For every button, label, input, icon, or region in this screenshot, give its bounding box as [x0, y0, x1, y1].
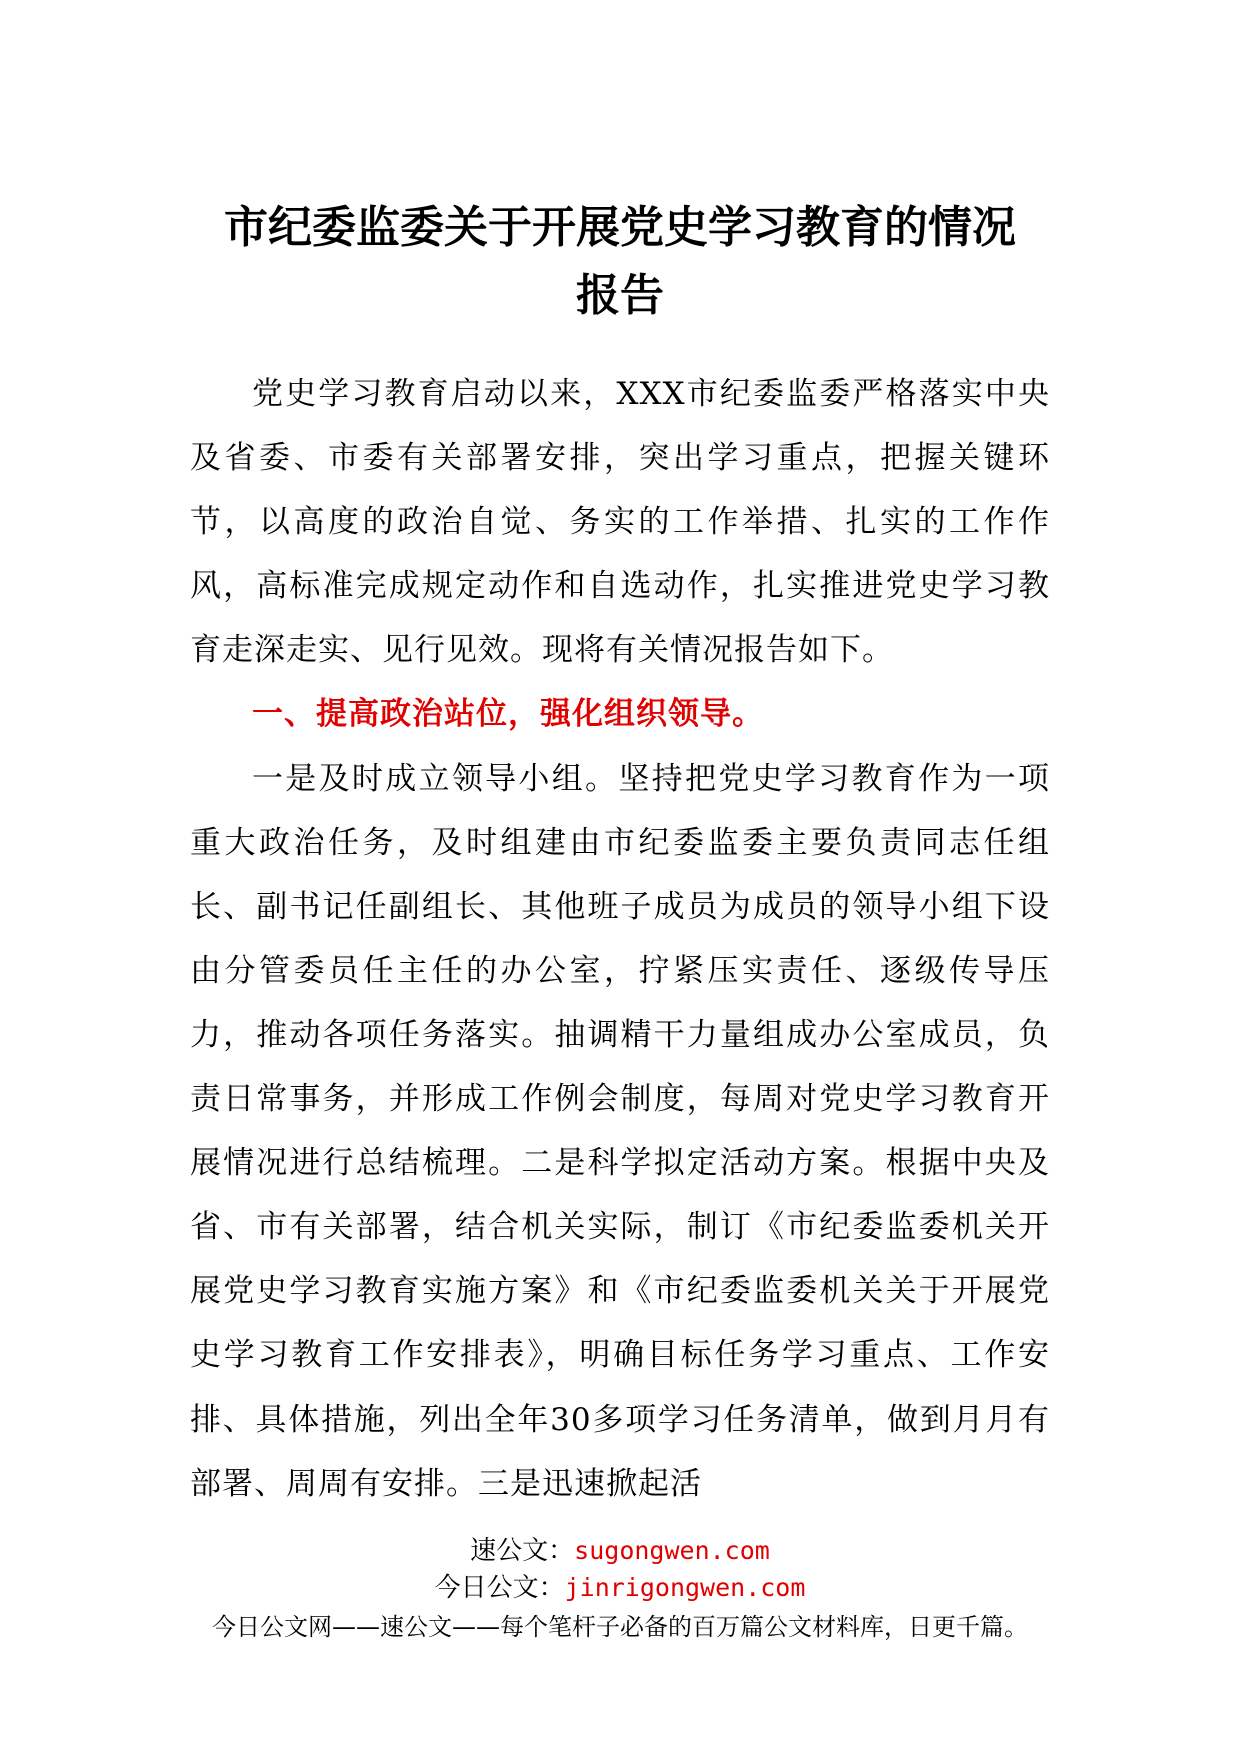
document-title-line-1: 市纪委监委关于开展党史学习教育的情况: [224, 202, 1016, 253]
body-paragraph: 一是及时成立领导小组。坚持把党史学习教育作为一项重大政治任务，及时组建由市纪委监委主要负责同志任组长、副书记任副组长、其他班子成员为成员的领导小组下设由分管委员任主任的办公室，拧紧压实责任、逐级传导压力，推动各项任务落实。抽调精干力量组成办公室成员，负责日常事务，并形成工作例会制度，每周对党史学习教育开展情况进行总结梳理。二是科学拟定活动方案。根据中央及省、市有关部署，结合机关实际，制订《市纪委监委机关开展党史学习教育实施方案》和《市纪委监委机关关于开展党史学习教育工作安排表》，明确目标任务学习重点、工作安排、具体措施，列出全年30多项学习任务清单，做到月月有部署、周周有安排。三是迅速掀起活: [190, 760, 1050, 1502]
footer-link-sugongwen[interactable]: sugongwen.com: [574, 1536, 770, 1565]
footer-jinrigongwen: [0, 1570, 1240, 1606]
footer-label-jinrigongwen: 今日公文：: [434, 1573, 565, 1603]
document-title-line-2: 报告: [576, 270, 664, 321]
intro-paragraph: 党史学习教育启动以来，XXX市纪委监委严格落实中央及省委、市委有关部署安排，突出学习重点，把握关键环节，以高度的政治自觉、务实的工作举措、扎实的工作作风，高标准完成规定动作和自选动作，扎实推进党史学习教育走深走实、见行见效。现将有关情况报告如下。: [190, 376, 1050, 669]
section-heading: 一、提高政治站位，强化组织领导。: [252, 696, 764, 733]
document-body: [190, 362, 1050, 1516]
footer-label-sugongwen: 速公文：: [470, 1536, 575, 1566]
footer-slogan: 今日公文网——速公文——每个笔杆子必备的百万篇公文材料库，日更千篇。: [212, 1613, 1028, 1641]
footer-sugongwen: [0, 1533, 1240, 1569]
footer-link-jinrigongwen[interactable]: jinrigongwen.com: [564, 1573, 806, 1602]
